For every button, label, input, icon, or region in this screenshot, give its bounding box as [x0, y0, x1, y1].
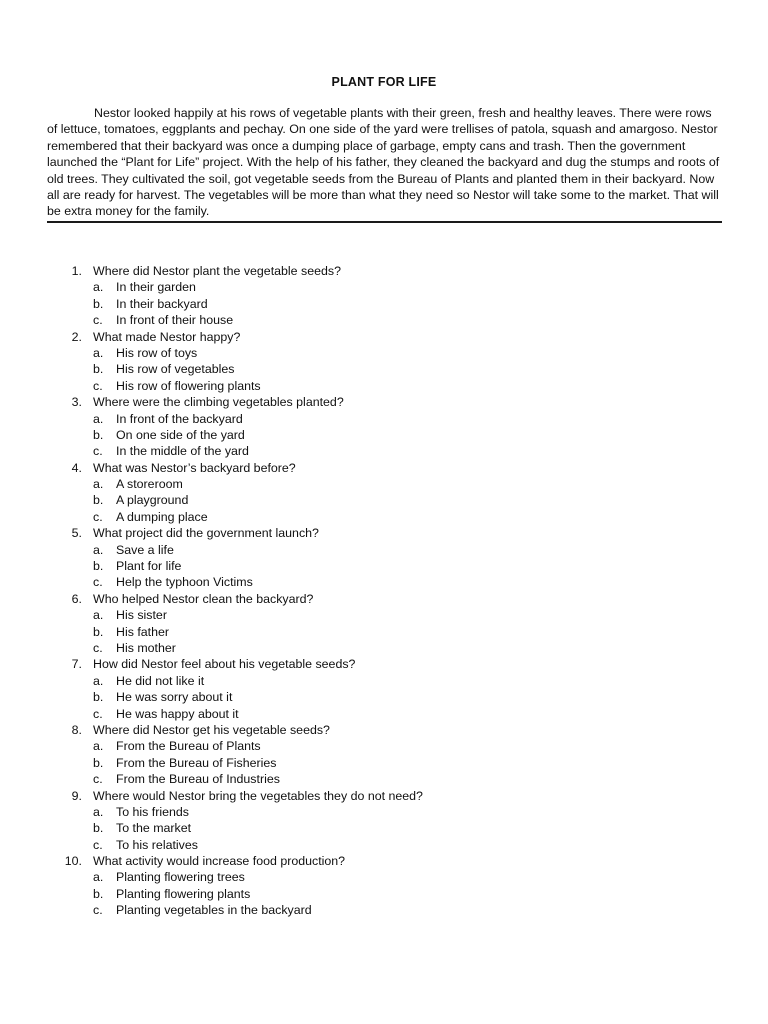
option-text: Save a life	[116, 542, 174, 557]
answer-option	[0, 886, 768, 902]
option-letter: c.	[93, 903, 103, 918]
question-text: What was Nestor’s backyard before?	[93, 460, 296, 475]
option-letter: c.	[93, 378, 103, 393]
question-row	[0, 788, 768, 804]
question-number: 7.	[71, 657, 82, 672]
question-item	[0, 460, 768, 526]
answer-option	[0, 558, 768, 574]
option-text: He was happy about it	[116, 706, 239, 721]
question-number: 5.	[71, 526, 82, 541]
option-letter: a.	[93, 477, 104, 492]
option-letter: c.	[93, 575, 103, 590]
answer-options	[0, 673, 768, 722]
option-text: His mother	[116, 640, 176, 655]
question-text: Where were the climbing vegetables planted?	[93, 395, 344, 410]
answer-option	[0, 361, 768, 377]
question-text: Where would Nestor bring the vegetables they do not need?	[93, 788, 423, 803]
option-letter: a.	[93, 673, 104, 688]
option-text: From the Bureau of Plants	[116, 739, 261, 754]
answer-option	[0, 837, 768, 853]
option-letter: a.	[93, 542, 104, 557]
question-text: What project did the government launch?	[93, 526, 319, 541]
option-text: In front of their house	[116, 313, 234, 328]
answer-option	[0, 869, 768, 885]
option-text: Help the typhoon Victims	[116, 575, 253, 590]
answer-option	[0, 378, 768, 394]
answer-options	[0, 411, 768, 460]
option-text: On one side of the yard	[116, 427, 245, 442]
question-row	[0, 722, 768, 738]
option-text: To his relatives	[116, 837, 198, 852]
question-number: 2.	[71, 329, 82, 344]
answer-option	[0, 804, 768, 820]
option-text: Planting vegetables in the backyard	[116, 903, 312, 918]
option-text: His father	[116, 624, 170, 639]
answer-options	[0, 476, 768, 525]
option-letter: a.	[93, 608, 104, 623]
question-row	[0, 525, 768, 541]
option-letter: c.	[93, 313, 103, 328]
option-text: A playground	[116, 493, 189, 508]
question-text: How did Nestor feel about his vegetable seeds?	[93, 657, 356, 672]
question-text: What activity would increase food production?	[93, 854, 346, 869]
question-number: 1.	[71, 264, 82, 278]
answer-option	[0, 902, 768, 918]
story-paragraph	[47, 105, 721, 220]
question-item	[0, 853, 768, 919]
question-text: Where did Nestor plant the vegetable seeds?	[93, 264, 341, 278]
section-divider	[47, 221, 722, 223]
answer-options	[0, 607, 768, 656]
option-letter: a.	[93, 345, 104, 360]
answer-option	[0, 820, 768, 836]
answer-option	[0, 607, 768, 623]
option-text: To the market	[116, 821, 192, 836]
option-letter: a.	[93, 739, 104, 754]
question-row	[0, 853, 768, 869]
option-letter: b.	[93, 755, 104, 770]
answer-option	[0, 771, 768, 787]
answer-options	[0, 345, 768, 394]
answer-option	[0, 296, 768, 312]
question-number: 6.	[71, 591, 82, 606]
option-letter: c.	[93, 837, 103, 852]
option-text: Planting flowering plants	[116, 886, 251, 901]
option-letter: c.	[93, 640, 103, 655]
option-letter: b.	[93, 362, 104, 377]
answer-option	[0, 673, 768, 689]
option-letter: b.	[93, 559, 104, 574]
question-row	[0, 394, 768, 410]
option-text: He did not like it	[116, 673, 205, 688]
answer-option	[0, 706, 768, 722]
option-text: Planting flowering trees	[116, 870, 245, 885]
option-letter: c.	[93, 444, 103, 459]
option-text: In front of the backyard	[116, 411, 243, 426]
option-text: From the Bureau of Fisheries	[116, 755, 277, 770]
option-text: His row of vegetables	[116, 362, 235, 377]
option-letter: b.	[93, 624, 104, 639]
option-letter: b.	[93, 690, 104, 705]
question-item	[0, 591, 768, 657]
page-title: PLANT FOR LIFE	[331, 75, 437, 89]
question-number: 8.	[71, 722, 82, 737]
answer-option	[0, 411, 768, 427]
answer-option	[0, 279, 768, 295]
question-row	[0, 263, 768, 279]
question-row	[0, 656, 768, 672]
answer-options	[0, 804, 768, 853]
option-letter: b.	[93, 296, 104, 311]
story-text: Nestor looked happily at his rows of vegetable plants with their green, fresh and healthy leaves. There were rows of lettuce, tomatoes, eggplants and pechay. On one side of the yard were trellises of patola, squash and amargoso. Nestor remembered that their backyard was once a dumping place of garbage, empty cans and trash. Then the government launched the “Plant for Life” project. With the help of his father, they cleaned the backyard and dug the stumps and roots of old trees. They cultivated the soil, got vegetable seeds from the Bureau of Plants and planted them in their backyard. Now all are ready for harvest. The vegetables will be more than what they need so Nestor will take some to the market. That will be extra money for the family.	[47, 106, 720, 219]
option-letter: a.	[93, 870, 104, 885]
option-text: His sister	[116, 608, 167, 623]
option-letter: a.	[93, 804, 104, 819]
question-number: 3.	[71, 395, 82, 410]
option-text: His row of flowering plants	[116, 378, 261, 393]
answer-option	[0, 542, 768, 558]
option-letter: c.	[93, 706, 103, 721]
option-letter: b.	[93, 493, 104, 508]
option-text: To his friends	[116, 804, 189, 819]
question-text: What made Nestor happy?	[93, 329, 241, 344]
question-row	[0, 329, 768, 345]
answer-option	[0, 640, 768, 656]
question-number: 9.	[71, 788, 82, 803]
option-text: In the middle of the yard	[116, 444, 249, 459]
answer-option	[0, 476, 768, 492]
answer-option	[0, 509, 768, 525]
question-list	[0, 263, 768, 919]
answer-options	[0, 542, 768, 591]
answer-option	[0, 574, 768, 590]
option-letter: c.	[93, 772, 103, 787]
question-item	[0, 656, 768, 722]
question-text: Who helped Nestor clean the backyard?	[93, 591, 314, 606]
answer-option	[0, 624, 768, 640]
question-item	[0, 394, 768, 460]
question-row	[0, 591, 768, 607]
answer-option	[0, 492, 768, 508]
question-item	[0, 788, 768, 854]
option-letter: b.	[93, 821, 104, 836]
answer-option	[0, 689, 768, 705]
question-item	[0, 722, 768, 788]
answer-option	[0, 345, 768, 361]
answer-option	[0, 427, 768, 443]
option-text: In their backyard	[116, 296, 208, 311]
option-text: From the Bureau of Industries	[116, 772, 280, 787]
option-letter: b.	[93, 427, 104, 442]
option-text: A dumping place	[116, 509, 208, 524]
question-row	[0, 460, 768, 476]
question-number: 4.	[71, 460, 82, 475]
option-text: A storeroom	[116, 477, 183, 492]
answer-option	[0, 755, 768, 771]
option-letter: b.	[93, 886, 104, 901]
option-text: He was sorry about it	[116, 690, 233, 705]
question-number: 10.	[64, 854, 82, 869]
question-text: Where did Nestor get his vegetable seeds?	[93, 722, 330, 737]
answer-options	[0, 738, 768, 787]
question-item	[0, 263, 768, 329]
question-item	[0, 329, 768, 395]
answer-option	[0, 312, 768, 328]
option-text: In their garden	[116, 280, 196, 295]
answer-option	[0, 738, 768, 754]
answer-options	[0, 279, 768, 328]
option-text: His row of toys	[116, 345, 198, 360]
option-letter: a.	[93, 280, 104, 295]
answer-option	[0, 443, 768, 459]
option-text: Plant for life	[116, 559, 182, 574]
option-letter: c.	[93, 509, 103, 524]
question-item	[0, 525, 768, 591]
answer-options	[0, 869, 768, 918]
option-letter: a.	[93, 411, 104, 426]
